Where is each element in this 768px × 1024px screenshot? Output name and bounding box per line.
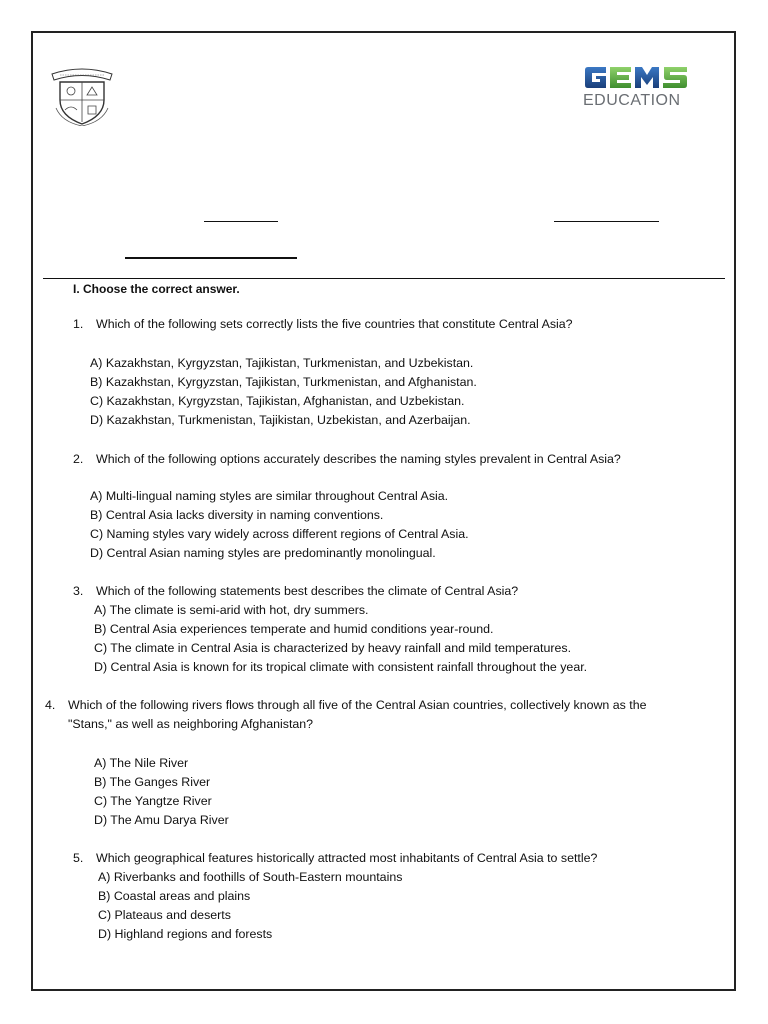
gems-wordmark-icon <box>583 66 691 90</box>
option: D) Central Asian naming styles are predominantly monolingual. <box>90 546 436 560</box>
question-number: 3. <box>73 584 84 598</box>
option: B) Central Asia lacks diversity in naming conventions. <box>90 508 384 522</box>
question-number: 5. <box>73 851 84 865</box>
question-text: Which of the following options accurately describes the naming styles prevalent in Central Asia? <box>96 452 621 466</box>
question-number: 2. <box>73 452 84 466</box>
school-crest-icon <box>48 64 116 126</box>
option: C) Kazakhstan, Kyrgyzstan, Tajikistan, Afghanistan, and Uzbekistan. <box>90 394 465 408</box>
blank-line <box>125 257 297 259</box>
option: A) Kazakhstan, Kyrgyzstan, Tajikistan, Turkmenistan, and Uzbekistan. <box>90 356 474 370</box>
section-heading: I. Choose the correct answer. <box>73 282 240 296</box>
option: A) Multi-lingual naming styles are similar throughout Central Asia. <box>90 489 449 503</box>
question-text: Which geographical features historically attracted most inhabitants of Central Asia to settle? <box>96 851 598 865</box>
header-divider <box>43 278 725 279</box>
option: C) The climate in Central Asia is characterized by heavy rainfall and mild temperatures. <box>94 641 572 655</box>
blank-line <box>554 221 659 222</box>
option: D) Central Asia is known for its tropical climate with consistent rainfall throughout the year. <box>94 660 588 674</box>
blank-line <box>204 221 278 222</box>
gems-education-logo <box>583 64 693 114</box>
question-text-continued: "Stans," as well as neighboring Afghanistan? <box>68 717 314 731</box>
option: B) Central Asia experiences temperate and humid conditions year-round. <box>94 622 494 636</box>
question-number: 4. <box>45 698 56 712</box>
question-text: Which of the following rivers flows through all five of the Central Asian countries, collectively known as the <box>68 698 647 712</box>
option: D) Highland regions and forests <box>98 927 273 941</box>
option: B) The Ganges River <box>94 775 211 789</box>
option: A) The Nile River <box>94 756 189 770</box>
option: B) Kazakhstan, Kyrgyzstan, Tajikistan, Turkmenistan, and Afghanistan. <box>90 375 477 389</box>
option: A) Riverbanks and foothills of South-Eastern mountains <box>98 870 403 884</box>
brand-education-label: EDUCATION <box>583 92 681 109</box>
option: C) The Yangtze River <box>94 794 212 808</box>
question-text: Which of the following sets correctly lists the five countries that constitute Central Asia? <box>96 317 573 331</box>
question-number: 1. <box>73 317 84 331</box>
question-text: Which of the following statements best describes the climate of Central Asia? <box>96 584 519 598</box>
option: A) The climate is semi-arid with hot, dry summers. <box>94 603 369 617</box>
option: D) Kazakhstan, Turkmenistan, Tajikistan, Uzbekistan, and Azerbaijan. <box>90 413 471 427</box>
option: C) Naming styles vary widely across different regions of Central Asia. <box>90 527 469 541</box>
option: C) Plateaus and deserts <box>98 908 231 922</box>
option: B) Coastal areas and plains <box>98 889 251 903</box>
option: D) The Amu Darya River <box>94 813 229 827</box>
